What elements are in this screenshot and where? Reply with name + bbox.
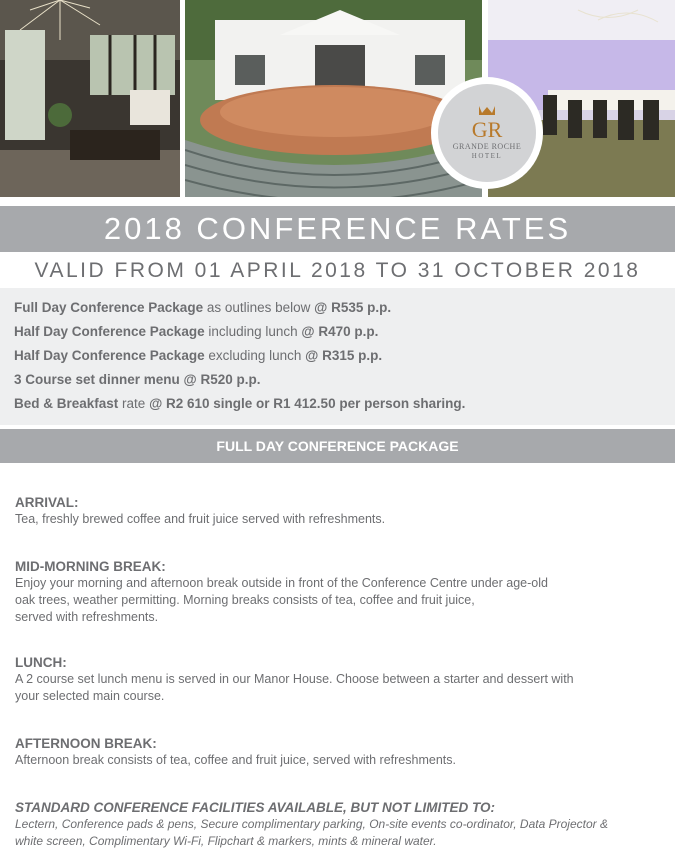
section-text: oak trees, weather permitting. Morning breaks consists of tea, coffee and fruit juice, bbox=[15, 593, 475, 607]
afternoon-section bbox=[15, 735, 655, 769]
conference-centre-photo bbox=[185, 0, 482, 197]
validity-dates: VALID FROM 01 APRIL 2018 TO 31 OCTOBER 2018 bbox=[34, 259, 641, 282]
rate-line: Bed & Breakfast rate @ R2 610 single or R1 412.50 per person sharing. bbox=[14, 396, 466, 411]
section-heading: LUNCH: bbox=[15, 655, 67, 670]
facilities-section bbox=[15, 799, 655, 850]
logo-badge bbox=[438, 84, 536, 182]
mid-morning-section bbox=[15, 558, 655, 626]
rate-line: Full Day Conference Package as outlines below @ R535 p.p. bbox=[14, 300, 392, 315]
section-heading: STANDARD CONFERENCE FACILITIES AVAILABLE, BUT NOT LIMITED TO: bbox=[15, 800, 495, 815]
header-photos bbox=[0, 0, 675, 197]
rate-line: 3 Course set dinner menu @ R520 p.p. bbox=[14, 372, 261, 387]
rate-line: Half Day Conference Package including lunch @ R470 p.p. bbox=[14, 324, 379, 339]
arrival-section bbox=[15, 494, 655, 528]
section-heading: ARRIVAL: bbox=[15, 495, 79, 510]
section-heading: MID-MORNING BREAK: bbox=[15, 559, 166, 574]
lobby-photo bbox=[0, 0, 180, 197]
logo-hotel: HOTEL bbox=[471, 152, 503, 160]
section-text: white screen, Complimentary Wi-Fi, Flipchart & markers, mints & mineral water. bbox=[15, 834, 437, 848]
section-heading: AFTERNOON BREAK: bbox=[15, 736, 157, 751]
crown-icon bbox=[438, 104, 536, 145]
logo-monogram: GR bbox=[471, 117, 503, 140]
section-text: Afternoon break consists of tea, coffee and fruit juice, served with refreshments. bbox=[15, 753, 456, 767]
section-text: served with refreshments. bbox=[15, 610, 159, 624]
section-text: Lectern, Conference pads & pens, Secure complimentary parking, On-site events co-ordinator, Data Projector & bbox=[15, 817, 608, 831]
hotel-logo bbox=[431, 77, 543, 189]
rate-line: Half Day Conference Package excluding lunch @ R315 p.p. bbox=[14, 348, 383, 363]
page-title: 2018 CONFERENCE RATES bbox=[0, 206, 675, 252]
section-text: A 2 course set lunch menu is served in our Manor House. Choose between a starter and dessert with bbox=[15, 672, 574, 686]
lunch-section bbox=[15, 654, 655, 705]
logo-name: GRANDE ROCHE bbox=[452, 142, 522, 151]
section-text: Enjoy your morning and afternoon break outside in front of the Conference Centre under age-old bbox=[15, 576, 548, 590]
section-text: your selected main course. bbox=[15, 689, 165, 703]
package-heading: FULL DAY CONFERENCE PACKAGE bbox=[0, 429, 675, 463]
rates-panel bbox=[0, 288, 675, 425]
section-text: Tea, freshly brewed coffee and fruit juice served with refreshments. bbox=[15, 512, 386, 526]
